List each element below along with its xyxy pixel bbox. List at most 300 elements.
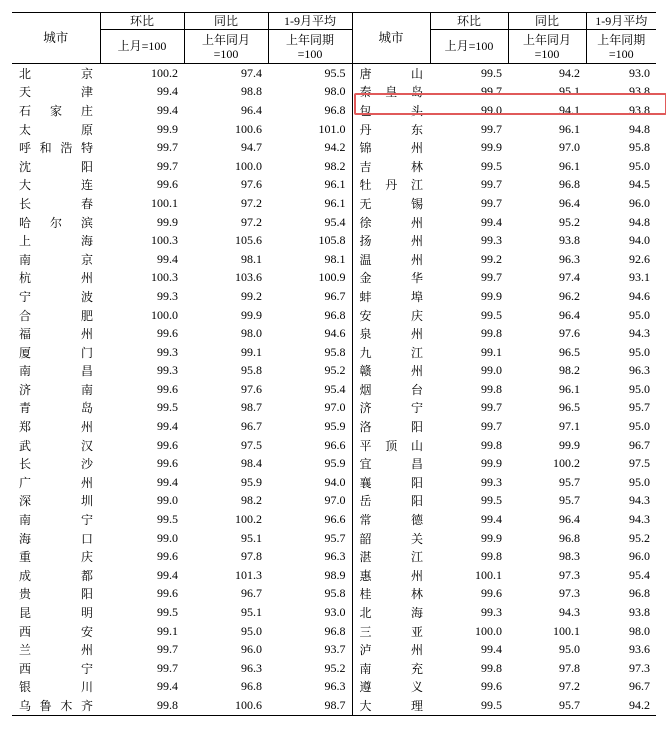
right-avg-cell: 95.0 (629, 419, 650, 434)
table-row (12, 529, 656, 548)
left-avg-cell: 96.1 (324, 195, 346, 210)
left-avg-cell: 93.0 (324, 605, 346, 620)
right-city-cell: 无锡 (352, 194, 430, 213)
right-city-cell: 大理 (352, 696, 430, 715)
left-avg-cell: 96.6 (324, 437, 346, 452)
right-yoy-cell: 94.2 (559, 65, 580, 80)
avg-base-right (586, 30, 656, 64)
left-city-cell: 深圳 (19, 494, 93, 509)
right-yoy-cell: 95.1 (559, 84, 580, 99)
table-row (12, 380, 656, 399)
left-avg-cell: 95.8 (324, 344, 346, 359)
left-mom-cell: 99.4 (157, 474, 178, 489)
left-yoy-cell: 98.8 (241, 84, 262, 99)
right-yoy-cell: 97.4 (559, 270, 580, 285)
left-mom-cell: 99.6 (157, 549, 178, 564)
left-yoy-cell: 98.1 (241, 251, 262, 266)
right-city-cell: 丹东 (352, 120, 430, 139)
mom-header-right: 环比 (430, 13, 508, 30)
right-mom-cell: 99.0 (481, 102, 502, 117)
left-yoy-cell: 100.6 (184, 696, 268, 715)
left-mom-cell: 99.4 (157, 679, 178, 694)
right-city-cell: 九江 (352, 343, 430, 362)
table-row (12, 176, 656, 195)
right-mom-cell: 99.8 (481, 326, 502, 341)
left-avg-cell: 96.1 (324, 177, 346, 192)
left-city-cell: 呼和浩特 (19, 141, 93, 156)
left-avg-cell: 101.0 (318, 121, 346, 136)
right-yoy-cell: 97.3 (559, 586, 580, 601)
table-row (12, 585, 656, 604)
table-row (12, 696, 656, 715)
right-mom-cell: 99.4 (481, 512, 502, 527)
right-avg-cell: 95.0 (629, 474, 650, 489)
left-yoy-cell: 94.7 (241, 140, 262, 155)
left-city-cell: 西安 (19, 624, 93, 639)
table-row (12, 417, 656, 436)
left-yoy-cell: 100.2 (235, 512, 262, 527)
table-row (12, 306, 656, 325)
table-row (12, 566, 656, 585)
left-city-cell: 长沙 (19, 457, 93, 472)
header-row-primary (12, 13, 656, 30)
left-yoy-cell: 97.2 (241, 195, 262, 210)
right-mom-cell: 99.3 (481, 233, 502, 248)
right-yoy-cell: 94.1 (559, 102, 580, 117)
right-avg-cell: 94.2 (586, 696, 656, 715)
left-avg-cell: 95.2 (324, 363, 346, 378)
left-mom-cell: 99.6 (157, 381, 178, 396)
left-avg-cell: 98.0 (324, 84, 346, 99)
table-row (12, 436, 656, 455)
yoy-header-right: 同比 (508, 13, 586, 30)
right-avg-cell: 93.0 (629, 65, 650, 80)
left-mom-cell: 99.3 (157, 288, 178, 303)
left-city-cell: 南宁 (19, 513, 93, 528)
right-city-cell: 惠州 (352, 566, 430, 585)
right-yoy-cell: 96.1 (559, 121, 580, 136)
right-mom-cell: 100.1 (475, 567, 502, 582)
right-mom-cell: 99.3 (481, 605, 502, 620)
left-avg-cell: 95.9 (324, 419, 346, 434)
right-avg-cell: 95.0 (629, 158, 650, 173)
mom-base-left: 上月=100 (100, 30, 184, 64)
right-avg-cell: 96.0 (629, 195, 650, 210)
left-city-cell: 哈尔滨 (19, 215, 93, 230)
table-body (12, 64, 656, 716)
right-avg-cell: 96.8 (629, 586, 650, 601)
right-avg-cell: 96.7 (629, 679, 650, 694)
left-city-cell: 贵阳 (19, 587, 93, 602)
right-yoy-cell: 97.3 (559, 567, 580, 582)
table-row (12, 287, 656, 306)
left-city-cell: 大连 (19, 178, 93, 193)
right-avg-cell: 94.3 (629, 326, 650, 341)
left-city-cell: 太原 (19, 122, 93, 137)
table-row (12, 231, 656, 250)
right-mom-cell: 99.5 (481, 307, 502, 322)
right-avg-cell: 93.6 (629, 642, 650, 657)
right-avg-cell: 94.0 (629, 233, 650, 248)
right-yoy-cell: 95.2 (559, 214, 580, 229)
left-avg-cell: 100.9 (318, 270, 346, 285)
right-city-cell: 牡丹江 (352, 176, 430, 195)
left-avg-cell: 97.0 (324, 400, 346, 415)
table-row (12, 547, 656, 566)
left-avg-cell: 95.4 (324, 381, 346, 396)
left-avg-cell: 98.1 (324, 251, 346, 266)
table-row (12, 473, 656, 492)
right-avg-cell: 96.0 (629, 549, 650, 564)
left-avg-cell: 98.9 (324, 567, 346, 582)
left-mom-cell: 99.6 (157, 437, 178, 452)
left-yoy-cell: 98.4 (241, 456, 262, 471)
right-avg-cell: 94.3 (629, 493, 650, 508)
right-yoy-cell: 95.7 (559, 493, 580, 508)
left-city-cell: 长春 (19, 196, 93, 211)
left-city-cell: 青岛 (19, 401, 93, 416)
left-mom-cell: 99.7 (157, 158, 178, 173)
right-city-cell: 襄阳 (352, 473, 430, 492)
right-mom-cell: 99.7 (481, 121, 502, 136)
right-city-cell: 金华 (352, 269, 430, 288)
left-yoy-cell: 96.7 (241, 586, 262, 601)
left-yoy-cell: 101.3 (235, 567, 262, 582)
left-mom-cell: 100.1 (151, 195, 178, 210)
left-yoy-cell: 99.9 (241, 307, 262, 322)
left-mom-cell: 99.0 (157, 493, 178, 508)
left-yoy-cell: 98.0 (241, 326, 262, 341)
left-yoy-cell: 97.5 (241, 437, 262, 452)
price-index-table-container (12, 12, 656, 716)
avg-base-line2: =100 (608, 46, 634, 61)
left-mom-cell: 99.5 (157, 512, 178, 527)
left-mom-cell: 100.0 (151, 307, 178, 322)
table-row (12, 157, 656, 176)
table-row (12, 678, 656, 697)
left-city-cell: 上海 (19, 234, 93, 249)
right-avg-cell: 93.8 (629, 84, 650, 99)
right-avg-cell: 97.3 (629, 660, 650, 675)
right-yoy-cell: 96.5 (559, 400, 580, 415)
right-avg-cell: 94.6 (629, 288, 650, 303)
right-city-cell: 常德 (352, 510, 430, 529)
right-mom-cell: 99.5 (481, 493, 502, 508)
right-yoy-cell: 96.1 (559, 381, 580, 396)
left-city-cell: 天津 (19, 85, 93, 100)
avg-base-left (268, 30, 352, 64)
left-yoy-cell: 98.2 (241, 493, 262, 508)
table-row (12, 194, 656, 213)
left-yoy-cell: 97.4 (241, 65, 262, 80)
table-row (12, 213, 656, 232)
left-mom-cell: 99.4 (157, 567, 178, 582)
right-city-cell: 北海 (352, 603, 430, 622)
right-city-cell: 蚌埠 (352, 287, 430, 306)
table-row (12, 324, 656, 343)
left-mom-cell: 100.3 (151, 233, 178, 248)
right-city-cell: 韶关 (352, 529, 430, 548)
left-city-cell: 重庆 (19, 550, 93, 565)
left-mom-cell: 99.3 (157, 363, 178, 378)
left-city-cell: 昆明 (19, 606, 93, 621)
right-mom-cell: 99.5 (481, 158, 502, 173)
right-mom-cell: 99.0 (481, 363, 502, 378)
left-avg-cell: 96.8 (324, 307, 346, 322)
right-avg-cell: 96.3 (629, 363, 650, 378)
right-yoy-cell: 100.1 (553, 623, 580, 638)
table-row (12, 101, 656, 120)
right-yoy-cell: 96.4 (559, 195, 580, 210)
price-index-table (12, 12, 656, 716)
table-row (12, 343, 656, 362)
right-city-cell: 三亚 (352, 622, 430, 641)
right-yoy-cell: 94.3 (559, 605, 580, 620)
right-city-cell: 烟台 (352, 380, 430, 399)
right-yoy-cell: 95.0 (559, 642, 580, 657)
right-avg-cell: 94.5 (629, 177, 650, 192)
right-mom-cell: 99.7 (481, 195, 502, 210)
table-row (12, 454, 656, 473)
left-city-cell: 海口 (19, 531, 93, 546)
left-mom-cell: 99.7 (157, 140, 178, 155)
left-city-cell: 合肥 (19, 308, 93, 323)
right-avg-cell: 95.4 (629, 567, 650, 582)
left-city-cell: 杭州 (19, 271, 93, 286)
right-yoy-cell: 97.2 (559, 679, 580, 694)
right-yoy-cell: 96.4 (559, 307, 580, 322)
city-header-right: 城市 (352, 13, 430, 64)
left-yoy-cell: 105.6 (235, 233, 262, 248)
left-mom-cell: 99.7 (157, 660, 178, 675)
right-mom-cell: 99.7 (481, 84, 502, 99)
left-mom-cell: 99.5 (157, 400, 178, 415)
avg-base-line1: 上年同期 (597, 32, 646, 47)
left-yoy-cell: 95.9 (241, 474, 262, 489)
left-city-cell: 宁波 (19, 289, 93, 304)
right-city-cell: 赣州 (352, 362, 430, 381)
left-yoy-cell: 95.1 (241, 605, 262, 620)
left-avg-cell: 94.0 (324, 474, 346, 489)
right-mom-cell: 100.0 (475, 623, 502, 638)
table-row (12, 603, 656, 622)
avg-header-right: 1-9月平均 (586, 13, 656, 30)
left-mom-cell: 99.9 (157, 121, 178, 136)
left-mom-cell: 99.4 (157, 251, 178, 266)
table-row (12, 120, 656, 139)
table-row (12, 622, 656, 641)
left-mom-cell: 99.1 (157, 623, 178, 638)
left-city-cell: 福州 (19, 327, 93, 342)
left-yoy-cell: 95.8 (241, 363, 262, 378)
left-city-cell: 石家庄 (19, 103, 93, 118)
left-mom-cell: 99.6 (157, 456, 178, 471)
right-mom-cell: 99.8 (481, 381, 502, 396)
right-city-cell: 吉林 (352, 157, 430, 176)
right-city-cell: 温州 (352, 250, 430, 269)
right-mom-cell: 99.7 (481, 400, 502, 415)
right-mom-cell: 99.4 (481, 214, 502, 229)
left-avg-cell: 105.8 (318, 233, 346, 248)
left-avg-cell: 93.7 (324, 642, 346, 657)
left-city-cell: 广州 (19, 475, 93, 490)
right-city-cell: 平顶山 (352, 436, 430, 455)
left-mom-cell: 99.4 (157, 102, 178, 117)
right-mom-cell: 99.7 (481, 177, 502, 192)
right-yoy-cell: 96.2 (559, 288, 580, 303)
right-yoy-cell: 95.7 (559, 474, 580, 489)
right-avg-cell: 93.8 (629, 102, 650, 117)
left-avg-cell: 95.7 (324, 530, 346, 545)
left-avg-cell: 94.6 (324, 326, 346, 341)
yoy-header-left: 同比 (184, 13, 268, 30)
left-city-cell: 兰州 (19, 643, 93, 658)
right-avg-cell: 97.5 (629, 456, 650, 471)
mom-header-left: 环比 (100, 13, 184, 30)
left-avg-cell: 95.5 (324, 65, 346, 80)
right-avg-cell: 93.1 (629, 270, 650, 285)
left-mom-cell: 100.3 (151, 270, 178, 285)
left-avg-cell: 95.2 (324, 660, 346, 675)
right-city-cell: 扬州 (352, 231, 430, 250)
left-mom-cell: 99.4 (157, 419, 178, 434)
mom-base-right: 上月=100 (430, 30, 508, 64)
right-mom-cell: 99.7 (481, 270, 502, 285)
table-row (12, 64, 656, 83)
right-yoy-cell: 97.6 (559, 326, 580, 341)
right-yoy-cell: 98.3 (559, 549, 580, 564)
right-yoy-cell: 96.8 (559, 530, 580, 545)
right-mom-cell: 99.7 (481, 419, 502, 434)
right-mom-cell: 99.8 (481, 660, 502, 675)
table-row (12, 510, 656, 529)
left-mom-cell: 99.6 (157, 177, 178, 192)
left-yoy-cell: 96.3 (241, 660, 262, 675)
left-mom-cell: 99.0 (157, 530, 178, 545)
right-city-cell: 岳阳 (352, 492, 430, 511)
left-yoy-cell: 97.6 (241, 381, 262, 396)
left-yoy-cell: 96.4 (241, 102, 262, 117)
right-city-cell: 宜昌 (352, 454, 430, 473)
left-yoy-cell: 96.0 (241, 642, 262, 657)
left-yoy-cell: 98.7 (241, 400, 262, 415)
right-mom-cell: 99.8 (481, 437, 502, 452)
right-avg-cell: 95.7 (629, 400, 650, 415)
left-city-cell: 南昌 (19, 364, 93, 379)
table-row (12, 138, 656, 157)
right-city-cell: 秦皇岛 (352, 83, 430, 102)
left-avg-cell: 96.6 (324, 512, 346, 527)
right-avg-cell: 96.7 (629, 437, 650, 452)
right-yoy-cell: 97.0 (559, 140, 580, 155)
right-avg-cell: 95.0 (629, 381, 650, 396)
right-avg-cell: 95.2 (629, 530, 650, 545)
right-yoy-cell: 96.5 (559, 344, 580, 359)
right-city-cell: 泸州 (352, 640, 430, 659)
left-avg-cell: 98.2 (324, 158, 346, 173)
left-avg-cell: 96.7 (324, 288, 346, 303)
right-yoy-cell: 93.8 (559, 233, 580, 248)
left-mom-cell: 99.8 (100, 696, 184, 715)
right-city-cell: 唐山 (352, 64, 430, 83)
left-yoy-cell: 97.8 (241, 549, 262, 564)
right-mom-cell: 99.9 (481, 530, 502, 545)
left-yoy-cell: 99.2 (241, 288, 262, 303)
right-avg-cell: 92.6 (629, 251, 650, 266)
table-row (12, 83, 656, 102)
left-avg-cell: 95.8 (324, 586, 346, 601)
left-avg-cell: 94.2 (324, 140, 346, 155)
right-yoy-cell: 99.9 (559, 437, 580, 452)
right-city-cell: 锦州 (352, 138, 430, 157)
left-mom-cell: 100.2 (151, 65, 178, 80)
left-city-cell: 济南 (19, 382, 93, 397)
right-city-cell: 遵义 (352, 678, 430, 697)
right-mom-cell: 99.2 (481, 251, 502, 266)
left-yoy-cell: 100.0 (235, 158, 262, 173)
yoy-base-line1: 上年同月 (201, 32, 250, 47)
right-yoy-cell: 96.4 (559, 512, 580, 527)
left-city-cell: 北京 (19, 66, 93, 81)
left-yoy-cell: 95.1 (241, 530, 262, 545)
table-row (12, 269, 656, 288)
right-avg-cell: 93.8 (629, 605, 650, 620)
right-avg-cell: 98.0 (629, 623, 650, 638)
right-mom-cell: 99.9 (481, 140, 502, 155)
left-yoy-cell: 99.1 (241, 344, 262, 359)
left-mom-cell: 99.9 (157, 214, 178, 229)
table-row (12, 399, 656, 418)
left-city-cell: 乌鲁木齐 (12, 696, 100, 715)
right-yoy-cell: 100.2 (553, 456, 580, 471)
right-avg-cell: 94.3 (629, 512, 650, 527)
left-avg-cell: 97.0 (324, 493, 346, 508)
left-yoy-cell: 100.6 (235, 121, 262, 136)
right-city-cell: 泉州 (352, 324, 430, 343)
left-yoy-cell: 96.8 (241, 679, 262, 694)
avg-header-left: 1-9月平均 (268, 13, 352, 30)
right-avg-cell: 94.8 (629, 121, 650, 136)
right-avg-cell: 95.0 (629, 344, 650, 359)
right-yoy-cell: 96.1 (559, 158, 580, 173)
right-mom-cell: 99.6 (481, 679, 502, 694)
city-header-left: 城市 (12, 13, 100, 64)
right-mom-cell: 99.5 (430, 696, 508, 715)
right-mom-cell: 99.5 (481, 65, 502, 80)
table-row (12, 250, 656, 269)
right-avg-cell: 94.8 (629, 214, 650, 229)
left-avg-cell: 96.8 (324, 623, 346, 638)
right-avg-cell: 95.0 (629, 307, 650, 322)
right-mom-cell: 99.9 (481, 456, 502, 471)
yoy-base-line2: =100 (534, 46, 560, 61)
right-mom-cell: 99.4 (481, 642, 502, 657)
yoy-base-left (184, 30, 268, 64)
right-city-cell: 徐州 (352, 213, 430, 232)
left-city-cell: 郑州 (19, 420, 93, 435)
right-mom-cell: 99.9 (481, 288, 502, 303)
left-avg-cell: 95.4 (324, 214, 346, 229)
left-mom-cell: 99.6 (157, 326, 178, 341)
right-yoy-cell: 98.2 (559, 363, 580, 378)
left-mom-cell: 99.7 (157, 642, 178, 657)
right-yoy-cell: 95.7 (508, 696, 586, 715)
left-avg-cell: 96.8 (324, 102, 346, 117)
right-yoy-cell: 96.3 (559, 251, 580, 266)
left-yoy-cell: 97.6 (241, 177, 262, 192)
right-mom-cell: 99.1 (481, 344, 502, 359)
left-avg-cell: 96.3 (324, 549, 346, 564)
